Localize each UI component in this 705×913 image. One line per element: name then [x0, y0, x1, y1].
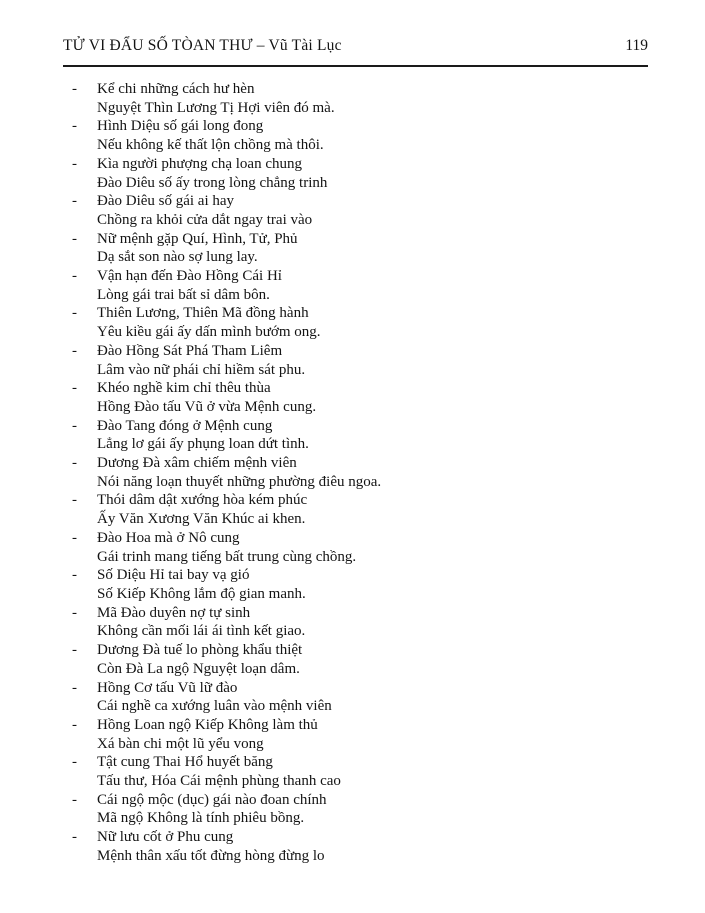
verse-line-2-text: Lâm vào nữ phái chỉ hiềm sát phu.	[97, 361, 306, 378]
verse-line-2-text: Tấu thư, Hóa Cái mệnh phùng thanh cao	[97, 773, 341, 790]
verse-line-1-text: Đào Hồng Sát Phá Tham Liêm	[97, 342, 283, 359]
verse-line-2-text: Còn Đà La ngộ Nguyệt loạn dâm.	[97, 660, 300, 677]
verse-couplet	[63, 529, 648, 566]
verse-couplet	[63, 379, 648, 416]
verse-couplet	[63, 80, 648, 117]
dash-marker: -	[72, 380, 77, 397]
verse-first-line	[63, 529, 648, 548]
verse-couplet	[63, 491, 648, 528]
verse-first-line	[63, 342, 648, 361]
dash-marker: -	[72, 155, 77, 172]
book-title: TỬ VI ĐẨU SỐ TÒAN THƯ – Vũ Tài Lục	[63, 37, 342, 54]
dash-marker: -	[72, 754, 77, 771]
dash-marker: -	[72, 679, 77, 696]
dash-marker: -	[72, 829, 77, 846]
verse-line-1-text: Thiên Lương, Thiên Mã đồng hành	[97, 305, 309, 322]
verse-first-line	[63, 828, 648, 847]
verse-line-2-text: Xá bàn chi một lũ yểu vong	[97, 735, 264, 752]
verse-line-1-text: Mã Đào duyên nợ tự sinh	[97, 604, 251, 621]
verse-line-1-text: Đào Hoa mà ở Nô cung	[97, 529, 240, 546]
verse-couplet	[63, 117, 648, 154]
verse-couplet	[63, 566, 648, 603]
verse-first-line	[63, 641, 648, 660]
verse-first-line	[63, 454, 648, 473]
verse-line-1-text: Đào Tang đóng ở Mệnh cung	[97, 417, 273, 434]
verse-line-2-text: Gái trinh mang tiếng bất trung cùng chồng.	[97, 548, 357, 565]
verse-first-line	[63, 604, 648, 623]
header-rule	[63, 65, 648, 67]
verse-line-2-text: Số Kiếp Không lắm độ gian manh.	[97, 585, 306, 602]
verse-line-2-text: Nói năng loạn thuyết những phường điêu ngoa.	[97, 473, 382, 490]
verse-couplet	[63, 230, 648, 267]
verse-first-line	[63, 155, 648, 174]
verse-line-2-text: Mệnh thân xấu tốt đừng hòng đừng lo	[97, 847, 325, 864]
dash-marker: -	[72, 529, 77, 546]
verse-couplet	[63, 679, 648, 716]
verse-first-line	[63, 267, 648, 286]
verse-line-1-text: Số Diệu Hỉ tai bay vạ gió	[97, 567, 250, 584]
dash-marker: -	[72, 455, 77, 472]
page-header	[63, 36, 648, 56]
verse-couplet	[63, 155, 648, 192]
dash-marker: -	[72, 230, 77, 247]
verse-first-line	[63, 791, 648, 810]
verse-first-line	[63, 192, 648, 211]
verse-first-line	[63, 753, 648, 772]
verse-line-2-text: Ấy Văn Xương Văn Khúc ai khen.	[97, 511, 306, 528]
verse-couplet	[63, 342, 648, 379]
verse-line-2-text: Cái nghề ca xướng luân vào mệnh viên	[97, 698, 332, 715]
verse-couplet	[63, 454, 648, 491]
verse-couplet	[63, 716, 648, 753]
verse-line-1-text: Kìa người phượng chạ loan chung	[97, 155, 302, 172]
verse-line-2-text: Đào Diêu số ấy trong lòng chẳng trinh	[97, 174, 328, 191]
verse-first-line	[63, 230, 648, 249]
verse-couplet	[63, 828, 648, 865]
verse-couplet	[63, 753, 648, 790]
verse-line-2-text: Mã ngộ Không là tính phiêu bồng.	[97, 810, 305, 827]
verse-line-2-text: Lẳng lơ gái ấy phụng loan dứt tình.	[97, 436, 309, 453]
verse-line-1-text: Đào Diêu số gái ai hay	[97, 193, 235, 210]
verse-line-1-text: Kể chi những cách hư hèn	[97, 81, 255, 97]
dash-marker: -	[72, 642, 77, 659]
verse-line-1-text: Vận hạn đến Đào Hồng Cái Hỉ	[97, 268, 282, 285]
dash-marker: -	[72, 268, 77, 285]
verse-line-1-text: Hình Diệu số gái long đong	[97, 118, 264, 135]
dash-marker: -	[72, 342, 77, 359]
verse-couplet	[63, 192, 648, 229]
verse-line-1-text: Hồng Loan ngộ Kiếp Không làm thủ	[97, 716, 318, 733]
verse-line-1-text: Khéo nghề kim chỉ thêu thùa	[97, 380, 271, 397]
verse-line-1-text: Tật cung Thai Hổ huyết băng	[97, 754, 273, 771]
verse-line-2-text: Nguyệt Thìn Lương Tị Hợi viên đó mà.	[97, 99, 335, 116]
verse-first-line	[63, 117, 648, 136]
verse-list	[63, 80, 648, 866]
page-number: 119	[625, 37, 648, 54]
verse-first-line	[63, 417, 648, 436]
dash-marker: -	[72, 604, 77, 621]
verse-line-1-text: Nữ mệnh gặp Quí, Hình, Tử, Phủ	[97, 230, 298, 247]
verse-line-2-text: Yêu kiều gái ấy dấn mình bướm ong.	[97, 324, 321, 341]
verse-couplet	[63, 304, 648, 341]
verse-line-1-text: Hồng Cơ tấu Vũ lữ đào	[97, 679, 238, 696]
verse-first-line	[63, 716, 648, 735]
verse-line-1-text: Dương Đà tuế lo phòng khẩu thiệt	[97, 642, 303, 659]
dash-marker: -	[72, 417, 77, 434]
dash-marker: -	[72, 193, 77, 210]
verse-line-1-text: Nữ lưu cốt ở Phu cung	[97, 829, 234, 846]
verse-couplet	[63, 417, 648, 454]
verse-line-1-text: Thói dâm dật xướng hòa kém phúc	[97, 492, 308, 509]
verse-line-1-text: Cái ngộ mộc (dục) gái nào đoan chính	[97, 791, 327, 808]
verse-first-line	[63, 491, 648, 510]
verse-first-line	[63, 379, 648, 398]
dash-marker: -	[72, 716, 77, 733]
dash-marker: -	[72, 118, 77, 135]
verse-line-2-text: Lòng gái trai bất sỉ dâm bôn.	[97, 286, 270, 303]
dash-marker: -	[72, 791, 77, 808]
verse-line-2-text: Dạ sắt son nào sợ lung lay.	[97, 249, 258, 266]
verse-couplet	[63, 791, 648, 828]
verse-first-line	[63, 566, 648, 585]
verse-first-line	[63, 80, 648, 99]
verse-couplet	[63, 604, 648, 641]
verse-first-line	[63, 679, 648, 698]
dash-marker: -	[72, 305, 77, 322]
dash-marker: -	[72, 492, 77, 509]
dash-marker: -	[72, 81, 77, 97]
verse-line-2-text: Chồng ra khỏi cửa dắt ngay trai vào	[97, 211, 313, 228]
verse-first-line	[63, 304, 648, 323]
verse-couplet	[63, 267, 648, 304]
verse-line-2-text: Hồng Đào tấu Vũ ở vừa Mệnh cung.	[97, 398, 317, 415]
dash-marker: -	[72, 567, 77, 584]
verse-line-1-text: Dương Đà xâm chiếm mệnh viên	[97, 455, 297, 472]
verse-line-2-text: Nếu không kế thất lộn chồng mà thôi.	[97, 137, 324, 154]
verse-couplet	[63, 641, 648, 678]
verse-line-2-text: Không cần mối lái ái tình kết giao.	[97, 623, 306, 640]
